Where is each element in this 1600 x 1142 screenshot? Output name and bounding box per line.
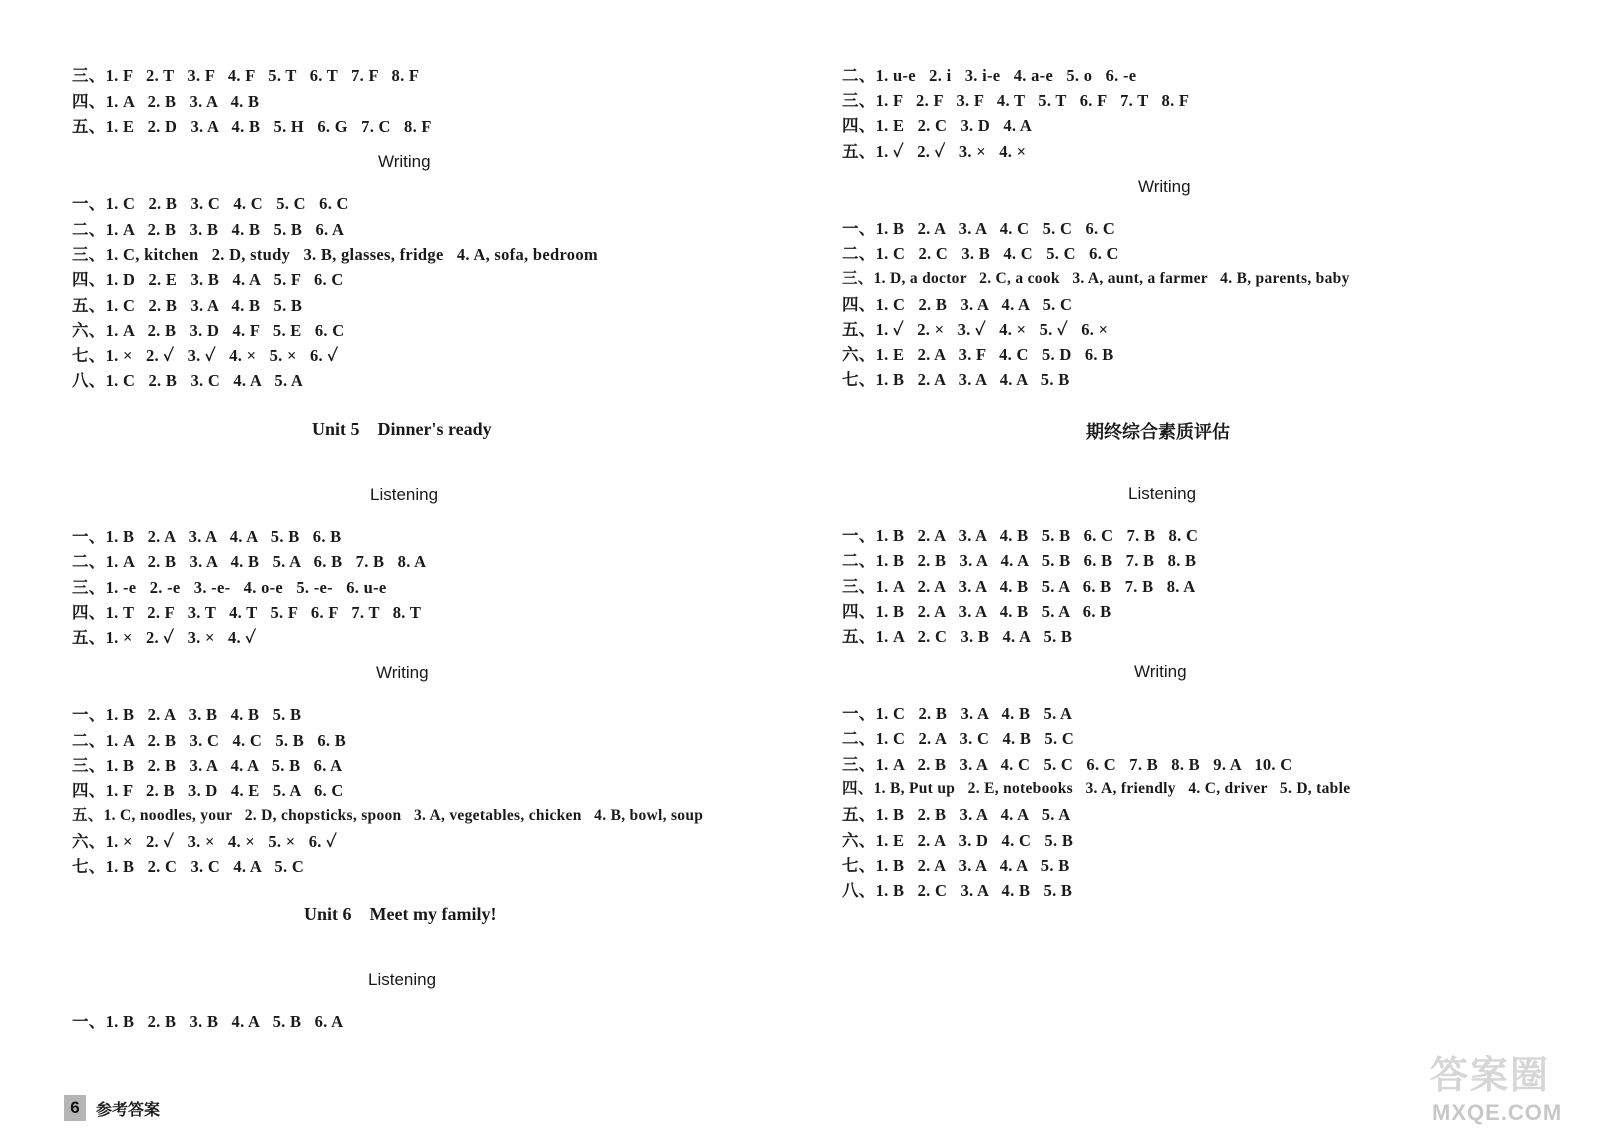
unit-title-5: Unit 5 Dinner's ready (312, 419, 492, 439)
answer-line: 五、1. × 2. ✓ 3. × 4. ✓ (72, 628, 257, 647)
answer-line: 四、1. B, Put up 2. E, notebooks 3. A, friendly 4. C, driver 5. D, table (842, 780, 1351, 797)
answer-line: 二、1. A 2. B 3. B 4. B 5. B 6. A (72, 220, 345, 239)
answer-line: 四、1. B 2. A 3. A 4. B 5. A 6. B (842, 602, 1112, 621)
final-assessment-title: 期终综合素质评估 (1086, 422, 1230, 443)
answer-line: 一、1. C 2. B 3. C 4. C 5. C 6. C (72, 194, 349, 213)
answer-line: 四、1. E 2. C 3. D 4. A (842, 116, 1033, 135)
answer-line: 二、1. u-e 2. i 3. i-e 4. a-e 5. o 6. -e (842, 66, 1137, 85)
answer-line: 一、1. C 2. B 3. A 4. B 5. A (842, 704, 1073, 723)
answer-line: 三、1. -e 2. -e 3. -e- 4. o-e 5. -e- 6. u-e (72, 578, 387, 597)
answer-line: 一、1. B 2. B 3. B 4. A 5. B 6. A (72, 1012, 344, 1031)
watermark-text-top: 答案圈 (1430, 1053, 1551, 1097)
answer-line: 八、1. B 2. C 3. A 4. B 5. B (842, 881, 1073, 900)
answer-line: 五、1. B 2. B 3. A 4. A 5. A (842, 805, 1071, 824)
answer-line: 八、1. C 2. B 3. C 4. A 5. A (72, 371, 304, 390)
answer-line: 五、1. ✓ 2. × 3. ✓ 4. × 5. ✓ 6. × (842, 320, 1109, 339)
watermark-text-bottom: MXQE.COM (1432, 1100, 1563, 1125)
answer-line: 四、1. A 2. B 3. A 4. B (72, 92, 260, 111)
answer-line: 七、1. × 2. ✓ 3. ✓ 4. × 5. × 6. ✓ (72, 346, 339, 365)
answer-line: 五、1. ✓ 2. ✓ 3. × 4. × (842, 142, 1027, 161)
answer-line: 二、1. A 2. B 3. C 4. C 5. B 6. B (72, 731, 347, 750)
section-heading-listening: Listening (1128, 484, 1197, 503)
answer-line: 二、1. A 2. B 3. A 4. B 5. A 6. B 7. B 8. A (72, 552, 427, 571)
section-heading-writing: Writing (1138, 177, 1191, 196)
section-heading-writing: Writing (378, 152, 431, 171)
answer-line: 六、1. E 2. A 3. D 4. C 5. B (842, 831, 1074, 850)
answer-line: 一、1. B 2. A 3. B 4. B 5. B (72, 705, 302, 724)
answer-line: 二、1. C 2. C 3. B 4. C 5. C 6. C (842, 244, 1119, 263)
answer-line: 四、1. T 2. F 3. T 4. T 5. F 6. F 7. T 8. T (72, 603, 422, 622)
answer-line: 五、1. C, noodles, your 2. D, chopsticks, spoon 3. A, vegetables, chicken 4. B, bowl, soup (72, 807, 704, 824)
answer-line: 六、1. E 2. A 3. F 4. C 5. D 6. B (842, 345, 1114, 364)
answer-line: 七、1. B 2. A 3. A 4. A 5. B (842, 856, 1070, 875)
answer-line: 五、1. A 2. C 3. B 4. A 5. B (842, 627, 1073, 646)
answer-line: 四、1. F 2. B 3. D 4. E 5. A 6. C (72, 781, 344, 800)
answer-line: 三、1. B 2. B 3. A 4. A 5. B 6. A (72, 756, 343, 775)
answer-line: 一、1. B 2. A 3. A 4. C 5. C 6. C (842, 219, 1116, 238)
answer-line: 四、1. C 2. B 3. A 4. A 5. C (842, 295, 1073, 314)
answer-line: 二、1. B 2. B 3. A 4. A 5. B 6. B 7. B 8. B (842, 551, 1197, 570)
answer-line: 三、1. F 2. F 3. F 4. T 5. T 6. F 7. T 8. F (842, 91, 1190, 110)
answer-line: 七、1. B 2. C 3. C 4. A 5. C (72, 857, 305, 876)
watermark-logo (1430, 1044, 1566, 1134)
answer-line: 三、1. A 2. A 3. A 4. B 5. A 6. B 7. B 8. A (842, 577, 1196, 596)
answer-line: 一、1. B 2. A 3. A 4. B 5. B 6. C 7. B 8. C (842, 526, 1199, 545)
answer-line: 四、1. D 2. E 3. B 4. A 5. F 6. C (72, 270, 344, 289)
answer-line: 三、1. D, a doctor 2. C, a cook 3. A, aunt, a farmer 4. B, parents, baby (842, 270, 1350, 287)
section-heading-listening: Listening (368, 970, 437, 989)
answer-line: 六、1. × 2. ✓ 3. × 4. × 5. × 6. ✓ (72, 832, 338, 851)
answer-line: 五、1. C 2. B 3. A 4. B 5. B (72, 296, 303, 315)
page-footer (64, 1095, 160, 1121)
answer-line: 三、1. A 2. B 3. A 4. C 5. C 6. C 7. B 8. B 9. A 10. C (842, 755, 1293, 774)
answer-line: 七、1. B 2. A 3. A 4. A 5. B (842, 370, 1070, 389)
section-heading-writing: Writing (376, 663, 429, 682)
answer-line: 三、1. F 2. T 3. F 4. F 5. T 6. T 7. F 8. F (72, 66, 420, 85)
answer-line: 五、1. E 2. D 3. A 4. B 5. H 6. G 7. C 8. F (72, 117, 432, 136)
unit-title-6: Unit 6 Meet my family! (304, 904, 497, 924)
answer-line: 一、1. B 2. A 3. A 4. A 5. B 6. B (72, 527, 342, 546)
page-number: 6 (64, 1095, 86, 1121)
section-heading-writing: Writing (1134, 662, 1187, 681)
answer-line: 六、1. A 2. B 3. D 4. F 5. E 6. C (72, 321, 345, 340)
section-heading-listening: Listening (370, 485, 439, 504)
answer-line: 三、1. C, kitchen 2. D, study 3. B, glasses, fridge 4. A, sofa, bedroom (72, 245, 598, 264)
answer-line: 二、1. C 2. A 3. C 4. B 5. C (842, 729, 1075, 748)
footer-label: 参考答案 (96, 1101, 161, 1119)
